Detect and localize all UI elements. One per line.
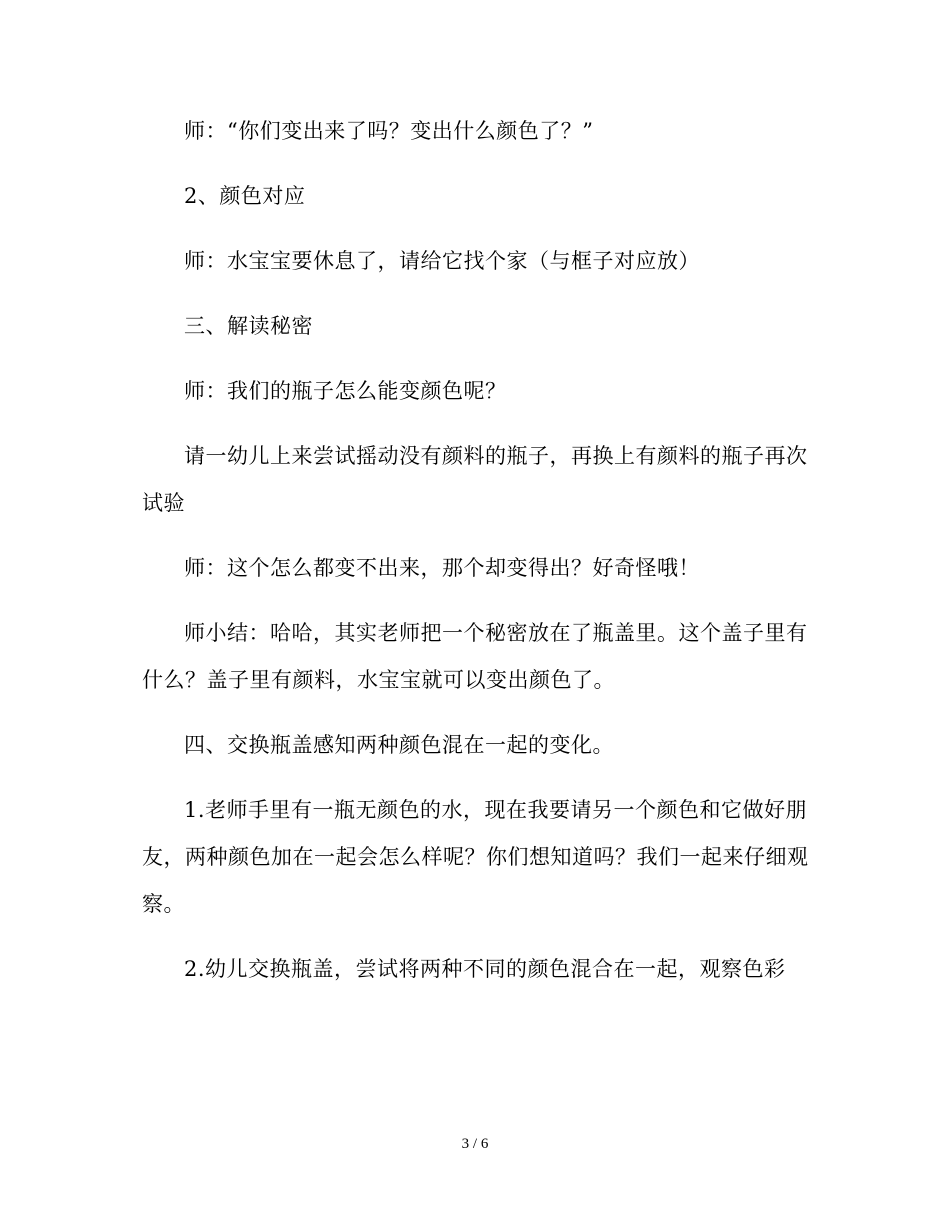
- page-number: 3 / 6: [461, 1136, 489, 1152]
- paragraph-step-2: 2.幼儿交换瓶盖，尝试将两种不同的颜色混合在一起，观察色彩: [184, 957, 786, 981]
- paragraph-teacher-bottle: 师：我们的瓶子怎么能变颜色呢？: [184, 379, 507, 403]
- heading-swap-caps: 四、交换瓶盖感知两种颜色混在一起的变化。: [184, 733, 614, 757]
- paragraph-teacher-rest: 师：水宝宝要休息了，请给它找个家（与框子对应放）: [184, 249, 700, 273]
- heading-color-matching: 2、颜色对应: [184, 184, 306, 208]
- heading-decode-secret: 三、解读秘密: [184, 314, 313, 338]
- paragraph-teacher-question: 师：“你们变出来了吗？变出什么颜色了？”: [184, 119, 594, 143]
- paragraph-teacher-summary: 师小结：哈哈，其实老师把一个秘密放在了瓶盖里。这个盖子里有什么？盖子里有颜料，水宝宝就可以变出颜色了。: [142, 621, 808, 692]
- paragraph-child-experiment: 请一幼儿上来尝试摇动没有颜料的瓶子，再换上有颜料的瓶子再次试验: [142, 444, 808, 515]
- paragraph-teacher-wonder: 师：这个怎么都变不出来，那个却变得出？好奇怪哦！: [184, 556, 700, 580]
- document-body: [142, 108, 814, 1011]
- paragraph-step-1: 1.老师手里有一瓶无颜色的水，现在我要请另一个颜色和它做好朋友，两种颜色加在一起会怎么样呢？你们想知道吗？我们一起来仔细观察。: [142, 798, 809, 916]
